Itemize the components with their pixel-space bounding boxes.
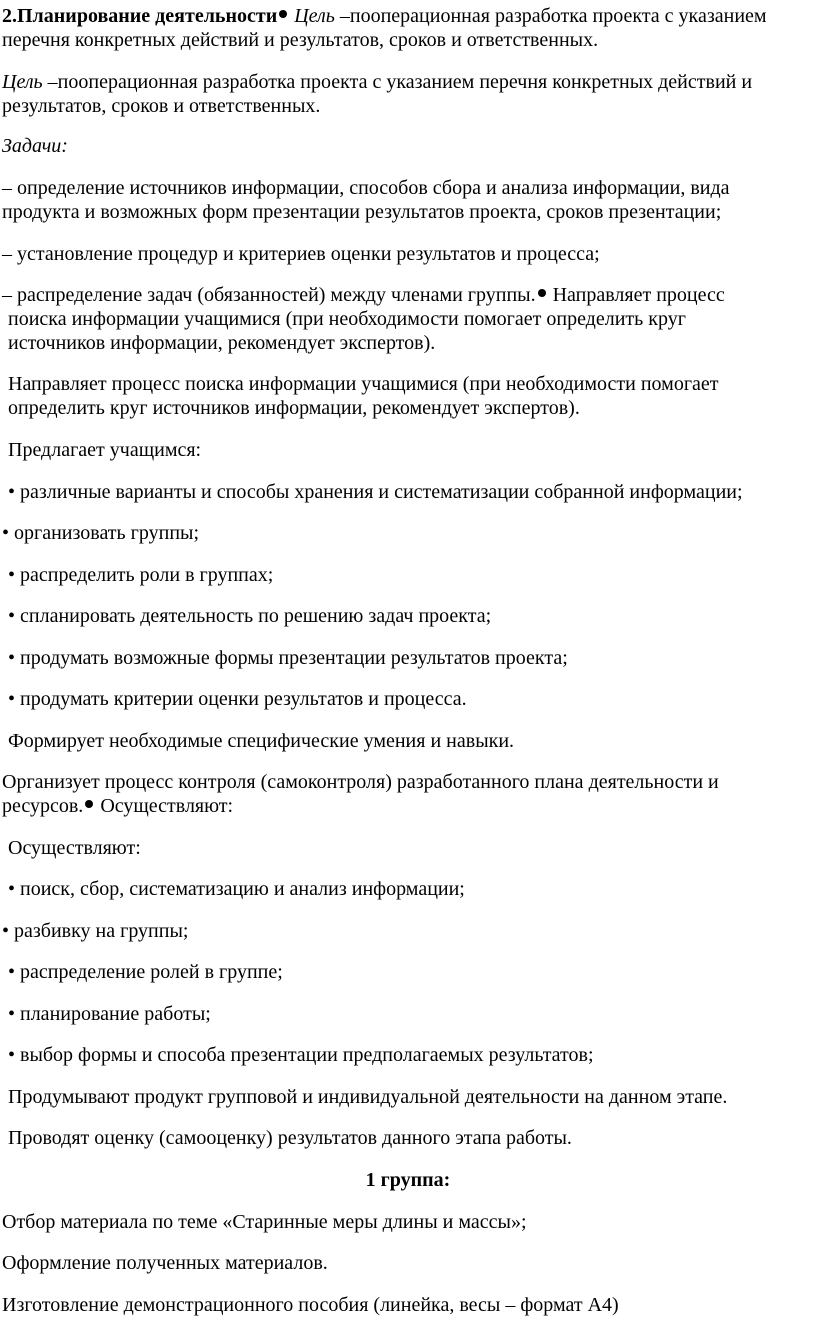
goal-text-line2: перечня конкретных действий и результатов, сроков и ответственных. (2, 29, 599, 51)
directs-start: Направляет процесс (547, 284, 725, 306)
think-text: Продумывают продукт групповой и индивидуальной деятельности на данном этапе. (8, 1086, 728, 1108)
task-3-line2: поиска информации учащимися (при необходимости помогает определить круг (8, 308, 686, 330)
task-3-line1 (2, 283, 725, 307)
group-item: Отбор материала по теме «Старинные меры длины и массы»; (2, 1211, 527, 1233)
offer-item: • распределить роли в группах; (8, 564, 274, 586)
organizes-line2 (2, 794, 233, 818)
assess-text: Проводят оценку (самооценку) результатов данного этапа работы. (8, 1127, 572, 1149)
task-3-line3: источников информации, рекомендует экспертов). (8, 332, 436, 354)
goal-paragraph-line2: результатов, сроков и ответственных. (2, 95, 321, 117)
goal-text: –пооперационная разработка проекта с указанием (334, 5, 767, 27)
offers-label: Предлагает учащимся: (8, 439, 202, 461)
goal-label: Цель (294, 5, 335, 27)
group-item: Изготовление демонстрационного пособия (линейка, весы – формат А4) (2, 1294, 619, 1316)
goal-paragraph-line1 (2, 70, 752, 94)
task-1-line2: продукта и возможных форм презентации результатов проекта, сроков презентации; (2, 201, 722, 223)
perform-label: Осуществляют: (8, 837, 141, 859)
task-3-text: – распределение задач (обязанностей) между членами группы. (2, 284, 536, 306)
organizes-line1: Организует процесс контроля (самоконтроля) разработанного плана деятельности и (2, 771, 719, 793)
group-item: Оформление полученных материалов. (2, 1252, 328, 1274)
organizes-text: ресурсов. (2, 795, 84, 817)
perform-item: • распределение ролей в группе; (8, 961, 283, 983)
bullet-dot-icon (538, 289, 546, 297)
perform-item: • выбор формы и способа презентации предполагаемых результатов; (8, 1044, 594, 1066)
offer-item: • продумать критерии оценки результатов и процесса. (8, 688, 467, 710)
directs-line2: определить круг источников информации, рекомендует экспертов). (8, 397, 580, 419)
offer-item: • различные варианты и способы хранения и систематизации собранной информации; (8, 481, 743, 503)
goal-text-2: –пооперационная разработка проекта с указанием перечня конкретных действий и (42, 71, 753, 93)
group-title: 1 группа: (365, 1169, 451, 1191)
task-2: – установление процедур и критериев оценки результатов и процесса; (2, 243, 600, 265)
task-1-line1: – определение источников информации, способов сбора и анализа информации, вида (2, 177, 730, 199)
perform-item: • поиск, сбор, систематизацию и анализ информации; (8, 878, 465, 900)
directs-line1: Направляет процесс поиска информации учащимися (при необходимости помогает (8, 373, 719, 395)
offer-item: • спланировать деятельность по решению задач проекта; (8, 605, 492, 627)
offer-item: • организовать группы; (2, 522, 200, 544)
bullet-dot-icon (85, 800, 93, 808)
perform-start: Осуществляют: (95, 795, 234, 817)
heading-line (2, 4, 767, 28)
section-heading: 2.Планирование деятельности (2, 5, 278, 27)
offer-item: • продумать возможные формы презентации результатов проекта; (8, 647, 568, 669)
tasks-label: Задачи: (2, 135, 68, 157)
perform-item: • разбивку на группы; (2, 920, 189, 942)
perform-item: • планирование работы; (8, 1003, 211, 1025)
forms-text: Формирует необходимые специфические умения и навыки. (8, 730, 515, 752)
bullet-dot-icon (279, 10, 287, 18)
goal-label-2: Цель (2, 71, 43, 93)
